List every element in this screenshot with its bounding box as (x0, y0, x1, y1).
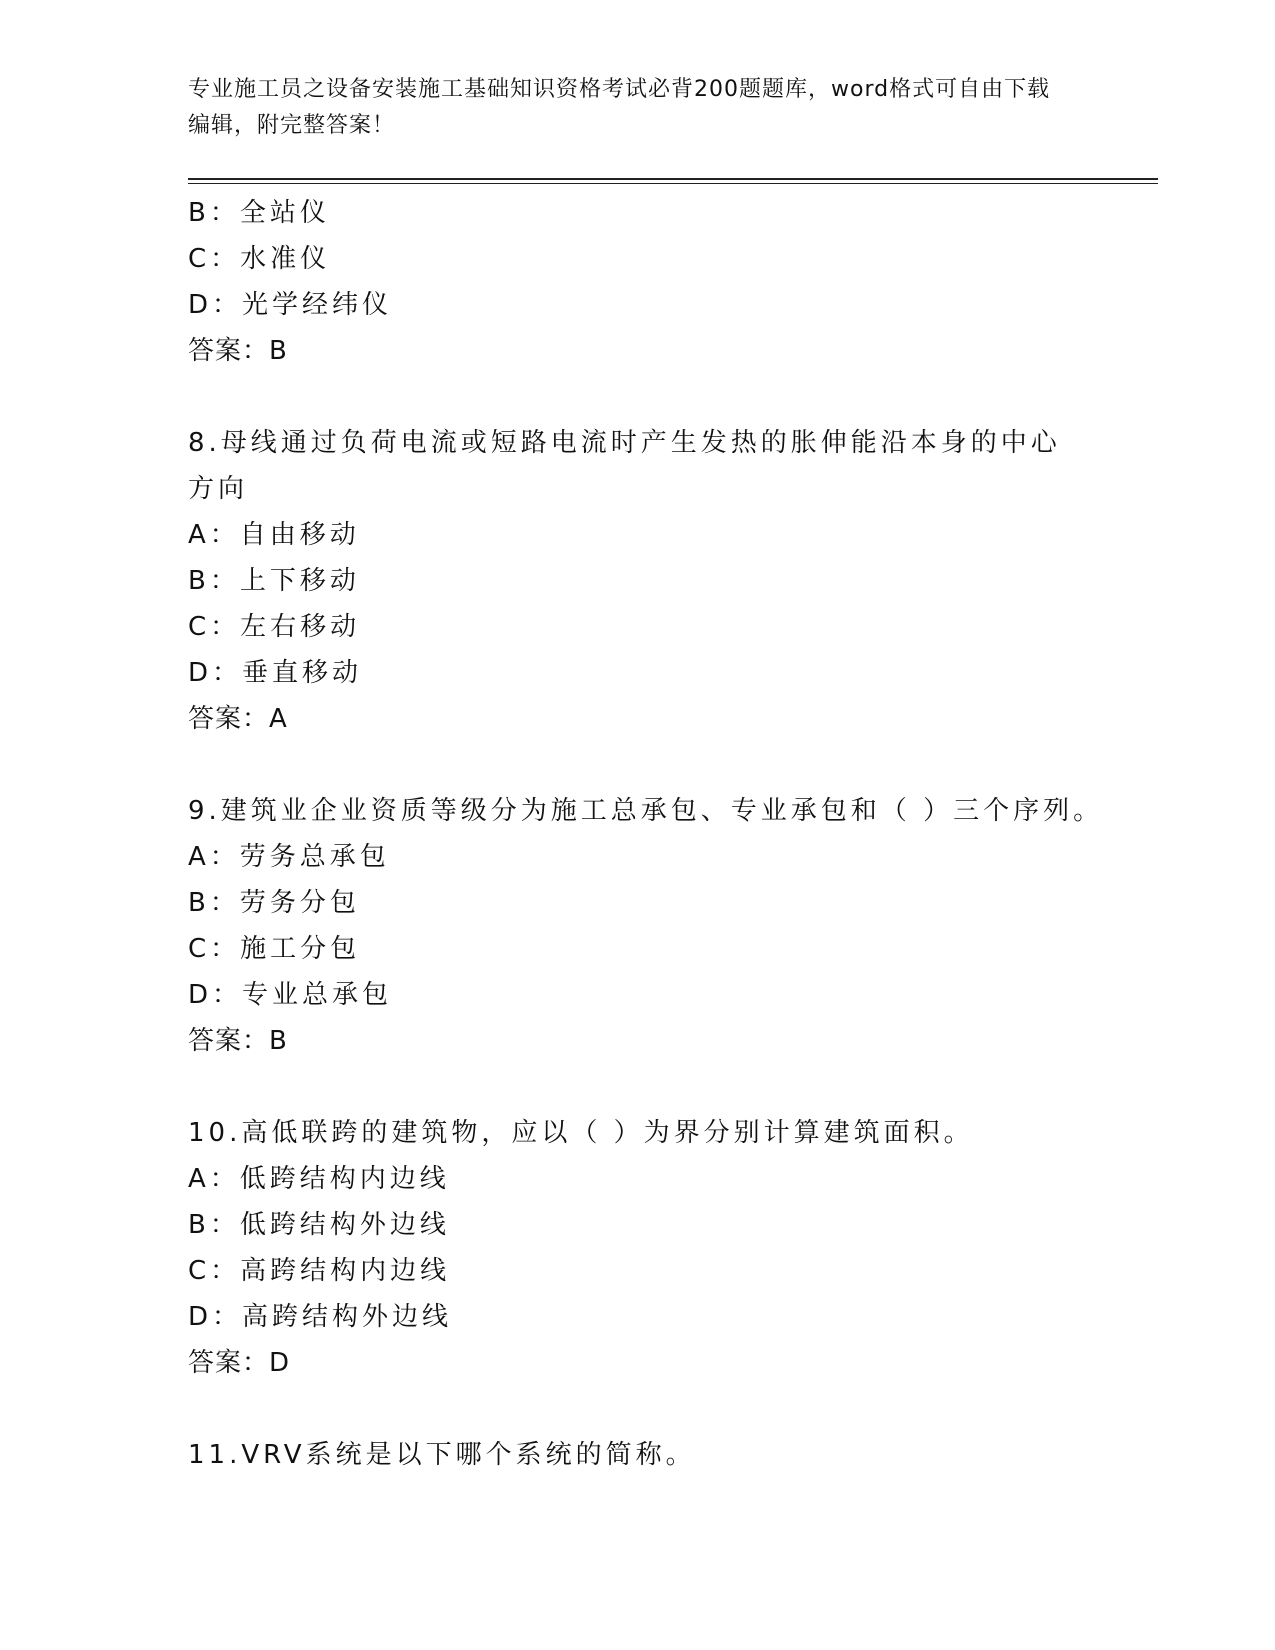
option-d: D：垂直移动 (188, 658, 363, 688)
option-c: C：左右移动 (188, 612, 361, 642)
question-10-stem: 10.高低联跨的建筑物，应以（ ）为界分别计算建筑面积。 (188, 1118, 974, 1148)
option-d: D：专业总承包 (188, 980, 393, 1010)
answer: 答案：B (188, 1026, 288, 1056)
option-b: B：全站仪 (188, 198, 330, 228)
option-a: A：劳务总承包 (188, 842, 390, 872)
option-c: C：水准仪 (188, 244, 331, 274)
question-11-stem: 11.VRV系统是以下哪个系统的简称。 (188, 1440, 696, 1470)
answer: 答案：B (188, 336, 288, 366)
header-rule-thick (188, 178, 1158, 180)
option-b: B：上下移动 (188, 566, 360, 596)
option-c: C：施工分包 (188, 934, 361, 964)
header-rule-thin (188, 183, 1158, 184)
document-header: 专业施工员之设备安装施工基础知识资格考试必背200题题库，word格式可自由下载编辑，附完整答案！ (188, 77, 1051, 138)
option-b: B：低跨结构外边线 (188, 1210, 450, 1240)
option-a: A：自由移动 (188, 520, 360, 550)
option-b: B：劳务分包 (188, 888, 360, 918)
option-c: C：高跨结构内边线 (188, 1256, 451, 1286)
question-9-stem: 9.建筑业企业资质等级分为施工总承包、专业承包和（ ）三个序列。 (188, 796, 1104, 826)
answer: 答案：A (188, 704, 288, 734)
answer: 答案：D (188, 1348, 291, 1378)
option-d: D：光学经纬仪 (188, 290, 393, 320)
option-d: D：高跨结构外边线 (188, 1302, 453, 1332)
question-8-stem: 8.母线通过负荷电流或短路电流时产生发热的胀伸能沿本身的中心方向 (188, 428, 1061, 504)
question-list (188, 190, 1104, 1478)
option-a: A：低跨结构内边线 (188, 1164, 450, 1194)
